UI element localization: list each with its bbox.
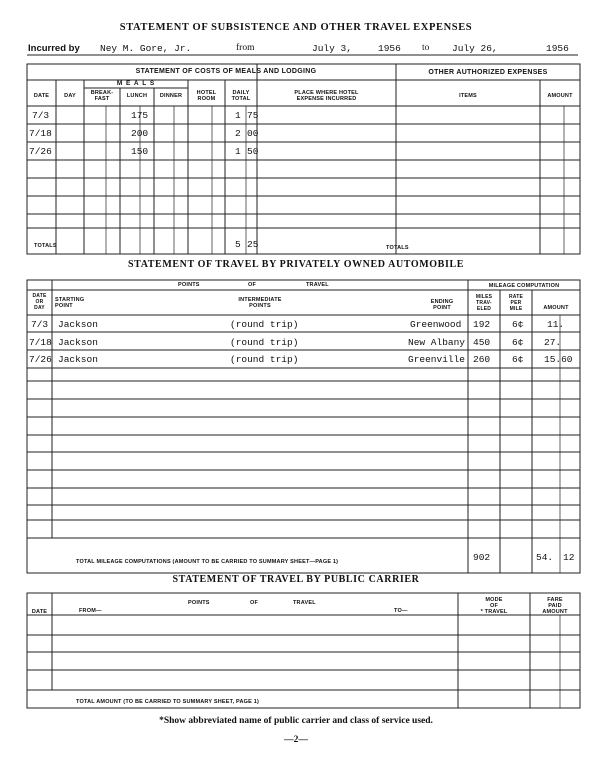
carrier-total-label: TOTAL AMOUNT (TO BE CARRIED TO SUMMARY SHEET, PAGE 1) [76, 699, 260, 705]
auto-row-date[interactable]: 7/18 [29, 337, 52, 348]
meal-row-date[interactable]: 7/26 [29, 146, 52, 157]
to-year-field[interactable]: 1956 [546, 43, 569, 54]
carrier-of-label: OF [250, 600, 259, 606]
meal-row-lunch[interactable]: 175 [131, 110, 149, 121]
auto-row-intermediate[interactable]: (round trip) [230, 354, 299, 365]
carrier-points-label: POINTS [188, 600, 210, 606]
auto-col-starting-header: STARTING POINT [55, 297, 85, 309]
carrier-col-date-header: DATE [31, 609, 48, 615]
auto-row-amount[interactable]: 11. [547, 319, 565, 330]
auto-row-start[interactable]: Jackson [58, 337, 98, 348]
auto-row-start[interactable]: Jackson [58, 319, 98, 330]
col-date-header: DATE [33, 93, 50, 99]
to-date-field[interactable]: July 26, [452, 43, 498, 54]
carrier-col-fare-header: FARE PAID AMOUNT [542, 597, 568, 615]
public-carrier-title: STATEMENT OF TRAVEL BY PUBLIC CARRIER [172, 574, 420, 585]
auto-of-label: OF [248, 282, 257, 288]
col-lunch-header: LUNCH [126, 93, 148, 99]
col-daily-total-header: DAILY TOTAL [231, 90, 251, 102]
auto-row-start[interactable]: Jackson [58, 354, 98, 365]
auto-col-intermediate-header: INTERMEDIATE POINTS [238, 297, 282, 309]
meal-row-lunch[interactable]: 150 [131, 146, 149, 157]
carrier-col-mode-header: MODE OF * TRAVEL [480, 597, 508, 615]
meal-row-date[interactable]: 7/18 [29, 128, 52, 139]
meals-band-label: M E A L S [116, 80, 156, 87]
auto-total-miles: 902 [473, 552, 491, 563]
form-title: STATEMENT OF SUBSISTENCE AND OTHER TRAVEL EXPENSES [119, 22, 473, 33]
to-label: to [422, 43, 430, 53]
auto-total-amount-dollars: 54. [536, 552, 554, 563]
auto-row-amount[interactable]: 15.60 [544, 354, 573, 365]
col-hotel-header: HOTEL ROOM [196, 90, 217, 102]
auto-travel-title: STATEMENT OF TRAVEL BY PRIVATELY OWNED AUTOMOBILE [128, 259, 464, 270]
from-date-field[interactable]: July 3, [312, 43, 352, 54]
auto-row-rate[interactable]: 6¢ [512, 337, 524, 348]
col-day-header: DAY [64, 93, 76, 99]
auto-points-label: POINTS [178, 282, 200, 288]
auto-col-miles-header: MILES TRAV- ELED [475, 294, 493, 312]
auto-row-intermediate[interactable]: (round trip) [230, 319, 299, 330]
auto-row-amount[interactable]: 27. [544, 337, 562, 348]
auto-row-rate[interactable]: 6¢ [512, 319, 524, 330]
auto-row-end[interactable]: Greenville [408, 354, 466, 365]
page-number: —2— [284, 735, 308, 745]
auto-row-rate[interactable]: 6¢ [512, 354, 524, 365]
auto-col-rate-header: RATE PER MILE [508, 294, 524, 312]
auto-row-miles[interactable]: 260 [473, 354, 491, 365]
auto-total-label: TOTAL MILEAGE COMPUTATIONS (AMOUNT TO BE CARRIED TO SUMMARY SHEET—PAGE 1) [76, 559, 339, 565]
col-dinner-header: DINNER [159, 93, 183, 99]
incurred-by-label: Incurred by [28, 43, 80, 54]
auto-row-end[interactable]: New Albany [408, 337, 466, 348]
auto-travel-label: TRAVEL [306, 282, 329, 288]
auto-row-intermediate[interactable]: (round trip) [230, 337, 299, 348]
meal-row-total-dollars[interactable]: 2 [235, 128, 241, 139]
from-year-field[interactable]: 1956 [378, 43, 401, 54]
auto-row-end[interactable]: Greenwood [410, 319, 462, 330]
auto-total-amount-cents: 12 [563, 552, 575, 563]
carrier-to-label: TO— [394, 608, 408, 614]
incurred-by-field[interactable]: Ney M. Gore, Jr. [100, 43, 192, 54]
mileage-computation-label: MILEAGE COMPUTATION [488, 283, 560, 289]
meal-row-total-cents[interactable]: 75 [247, 110, 259, 121]
auto-col-date-header: DATE OR DAY [32, 293, 47, 311]
col-place-header: PLACE WHERE HOTEL EXPENSE INCURRED [294, 90, 359, 102]
meals-lodging-title: STATEMENT OF COSTS OF MEALS AND LODGING [135, 68, 317, 75]
other-expenses-title: OTHER AUTHORIZED EXPENSES [428, 69, 548, 76]
meal-row-total-cents[interactable]: 50 [247, 146, 259, 157]
col-amount-header: AMOUNT [547, 93, 573, 99]
auto-row-miles[interactable]: 192 [473, 319, 491, 330]
carrier-travel-label: TRAVEL [293, 600, 316, 606]
auto-col-ending-header: ENDING POINT [430, 299, 454, 311]
meal-row-date[interactable]: 7/3 [32, 110, 50, 121]
meals-totals-label: TOTALS [34, 243, 57, 249]
auto-row-date[interactable]: 7/26 [29, 354, 52, 365]
meal-row-lunch[interactable]: 200 [131, 128, 149, 139]
auto-col-amount-header: AMOUNT [543, 305, 569, 311]
auto-row-date[interactable]: 7/3 [31, 319, 49, 330]
meal-row-total-dollars[interactable]: 1 [235, 146, 241, 157]
col-items-header: ITEMS [459, 93, 477, 99]
meal-row-total-dollars[interactable]: 1 [235, 110, 241, 121]
meals-totals-dollars: 5 [235, 239, 241, 250]
col-breakfast-header: BREAK- FAST [90, 90, 114, 102]
meal-row-total-cents[interactable]: 00 [247, 128, 259, 139]
from-label: from [236, 43, 255, 53]
meals-totals-cents: 25 [247, 239, 259, 250]
carrier-from-label: FROM— [79, 608, 102, 614]
other-totals-label: TOTALS [386, 245, 409, 251]
footer-note: *Show abbreviated name of public carrier and class of service used. [159, 716, 433, 726]
auto-row-miles[interactable]: 450 [473, 337, 491, 348]
